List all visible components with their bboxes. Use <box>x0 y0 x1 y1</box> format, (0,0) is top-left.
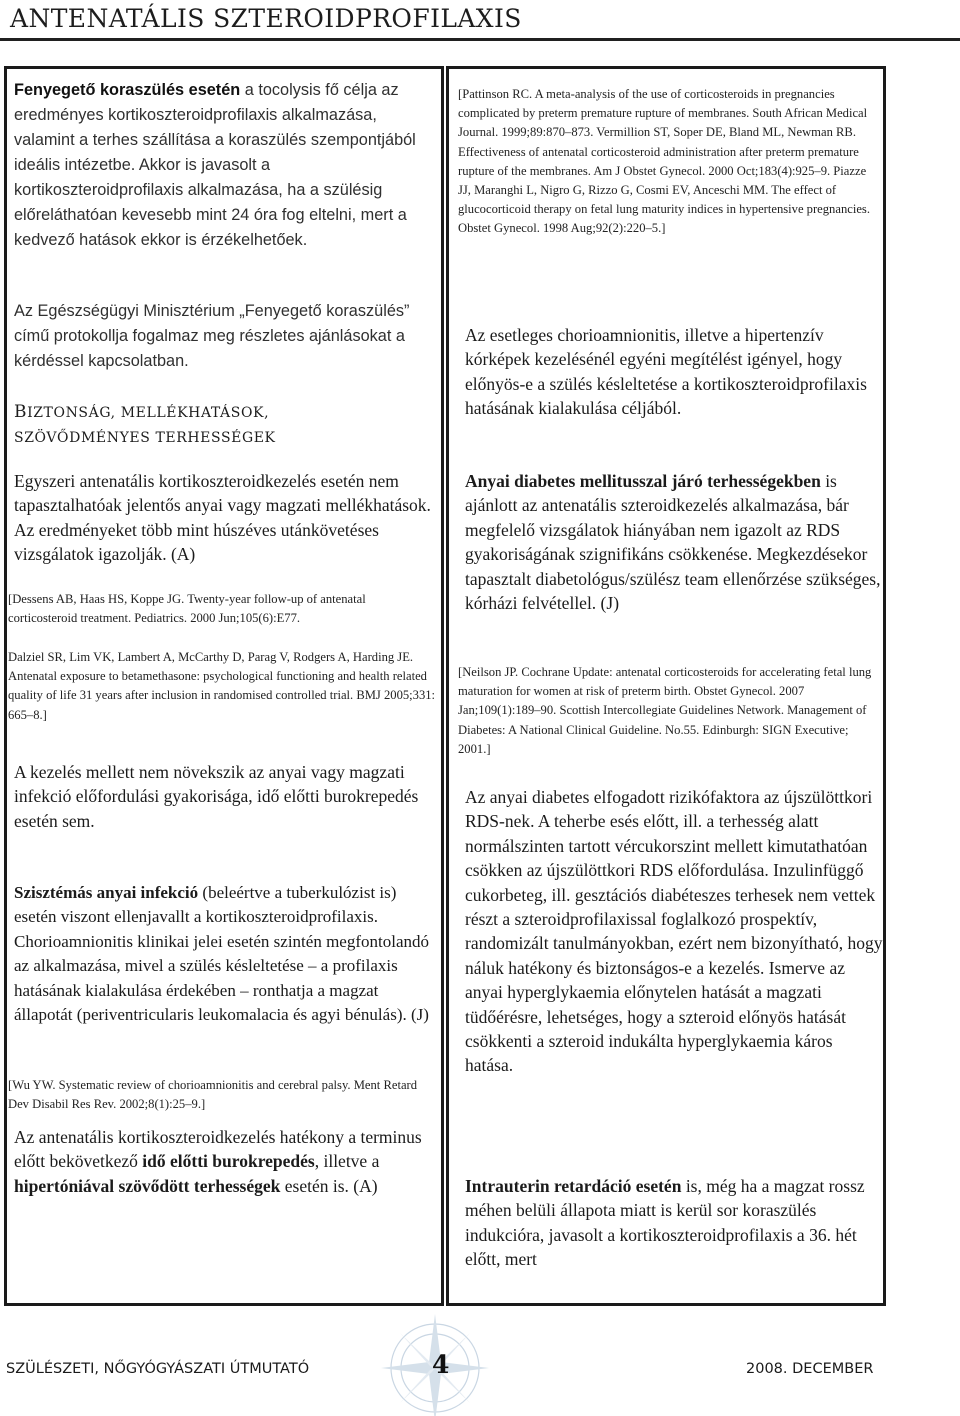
text-diabetes: is ajánlott az antenatális szteroidkezelés alkalmazása, bár megfelelő vizsgálatok hiányában nem igazolt az RDS gyakoriságának szignifikáns csökkenése. Megkezdésekor tapasztalt diabetológus/szülész team ellenőrzése szükséges, kórházi felvétellel. (J) <box>465 471 881 614</box>
paragraph-no-infection-increase: A kezelés mellett nem növekszik az anyai vagy magzati infekció előfordulási gyakorisága, idő előtti burokrepedés esetén sem. <box>14 762 419 831</box>
paragraph-chorioamnionitis: Az esetleges chorioamnionitis, illetve a hipertenzív kórképek kezelésénél egyéni megítélést igényel, hogy előnyös-e a szülés késleltetése a kortikoszteroidprofilaxis hatásának kialakulása céljából. <box>465 325 867 419</box>
text-iugr: is, még ha a magzat rossz méhen belüli állapota miatt is kerül sor koraszülés indukcióra, javasolt a kortikoszteroidprofilaxis a 36. hét előtt, mert <box>465 1176 865 1270</box>
reference-wu: [Wu YW. Systematic review of chorioamnionitis and cerebral palsy. Ment Retard Dev Disabil Res Rev. 2002;8(1):25–9.] <box>8 1078 418 1112</box>
title-rule <box>0 38 960 41</box>
paragraph-threatened-preterm <box>14 78 434 253</box>
paragraph-ministry-protocol: Az Egészségügyi Minisztérium „Fenyegető koraszülés” című protokollja fogalmaz meg részletes ajánlásokat a kérdéssel kapcsolatban. <box>14 302 410 370</box>
bold-hypertension: hipertóniával szövődött terhességek <box>14 1175 281 1196</box>
reference-dalziel: Dalziel SR, Lim VK, Lambert A, McCarthy D, Parag V, Rodgers A, Harding JE. Antenatal exposure to betamethasone: psychological functioning and health related quality of life 31 years after inclusion in randomised controlled trial. BMJ 2005;331: 665–8.] <box>8 650 436 722</box>
footer-publication: SZÜLÉSZETI, NŐGYÓGYÁSZATI ÚTMUTATÓ <box>6 1361 310 1377</box>
paragraph-single-treatment: Egyszeri antenatális kortikoszteroidkezelés esetén nem tapasztalhatóak jelentős anyai vagy magzati mellékhatások. Az eredményeket több mint húszéves utánkövetéses vizsgálatok igazolják. (A) <box>14 471 431 565</box>
text-threatened-preterm: a tocolysis fő célja az eredményes kortikoszteroidprofilaxis alkalmazása, valamint a terhes szállítása a koraszülés szempontjából ideális intézetbe. Akkor is javasolt a kortikoszteroidprofilaxis alkalmazása, ha a szülésig előreláthatóan kevesebb mint 24 óra fog eltelni, mert a kedvező hatások ekkor is érzékelhetőek. <box>14 81 416 249</box>
bold-premature-rupture: idő előtti burokrepedés <box>142 1151 315 1172</box>
reference-dessens: [Dessens AB, Haas HS, Koppe JG. Twenty-year follow-up of antenatal corticosteroid treatment. Pediatrics. 2000 Jun;105(6):E77. <box>8 592 366 626</box>
right-margin-strip <box>886 66 960 1306</box>
page-number: 4 <box>432 1350 450 1379</box>
heading-line-1: BIZTONSÁG, MELLÉKHATÁSOK, <box>14 402 270 422</box>
bold-iugr: Intrauterin retardáció esetén <box>465 1176 682 1196</box>
text-systemic-infection: (beleértve a tuberkulózist is) esetén viszont ellenjavallt a kortikoszteroidprofilaxis. Chorioamnionitis klinikai jelei esetén szintén megfontolandó az alkalmazása, mivel a szülés késleltetése – a profilaxis hatásának kialakulása érdekében – ronthatja a magzat állapotát (periventricularis leukomalacia és agyi bénulás). (J) <box>14 883 429 1025</box>
footer-date: 2008. DECEMBER <box>746 1361 874 1377</box>
heading-line-2: SZÖVŐDMÉNYES TERHESSÉGEK <box>14 430 276 446</box>
bold-diabetes: Anyai diabetes mellitusszal járó terhességekben <box>465 471 821 491</box>
paragraph-systemic-infection <box>14 881 434 1027</box>
paragraph-effective-treatment: Az antenatális kortikoszteroidkezelés hatékony a terminus előtt bekövetkező idő előtti burokrepedés, illetve a hipertóniával szövődött terhességek esetén is. (A) <box>14 1127 422 1196</box>
bold-threatened-preterm: Fenyegető koraszülés esetén <box>14 81 241 99</box>
bold-systemic-infection: Szisztémás anyai infekció <box>14 883 199 902</box>
page-title: ANTENATÁLIS SZTEROIDPROFILAXIS <box>10 4 522 33</box>
paragraph-iugr <box>465 1174 883 1272</box>
reference-neilson: [Neilson JP. Cochrane Update: antenatal corticosteroids for accelerating fetal lung maturation for women at risk of preterm birth. Obstet Gynecol. 2007 Jan;109(1):189–90. Scottish Intercollegiate Guidelines Network. Management of Diabetes: A National Clinical Guideline. No.55. Edinburgh: SIGN Executive; 2001.] <box>458 665 872 756</box>
paragraph-diabetes-risk: Az anyai diabetes elfogadott rizikófaktora az újszülöttkori RDS-nek. A teherbe esés előtt, ill. a terhesség alatt normálszinten tartott vércukorszint mellett kimutathatóan csökken az újszülöttkori RDS előfordulása. Inzulinfüggő cukorbeteg, ill. gesztációs diabéteszes terhesek nem vettek részt a szteroidprofilaxissal foglalkozó prospektív, randomizált tanulmányokban, ezért nem bizonyítható, hogy náluk hatékony és biztonságos-e a kezelés. Ismerve az anyai hyperglykaemia előnytelen hatását a magzati tüdőérésre, lehetséges, hogy a szteroid előnyös hatását csökkenti a szteroid indukálta hyperglykaemia káros hatása. <box>465 787 883 1076</box>
paragraph-diabetes <box>465 469 883 615</box>
reference-pattinson: [Pattinson RC. A meta-analysis of the use of corticosteroids in pregnancies complicated by preterm premature rupture of membranes. South African Medical Journal. 1999;89:870–873. Vermillion ST, Soper DE, Bland ML, Newman RB. Effectiveness of antenatal corticosteroid administration after preterm premature rupture of the membranes. Am J Obstet Gynecol. 2000 Oct;183(4):925–9. Piazze JJ, Maranghi L, Nigro G, Rizzo G, Cosmi EV, Anceschi MM. The effect of glucocorticoid therapy on fetal lung maturity indices in hypertensive pregnancies. Obstet Gynecol. 1998 Aug;92(2):220–5.] <box>458 87 870 236</box>
section-heading-safety <box>14 400 434 451</box>
